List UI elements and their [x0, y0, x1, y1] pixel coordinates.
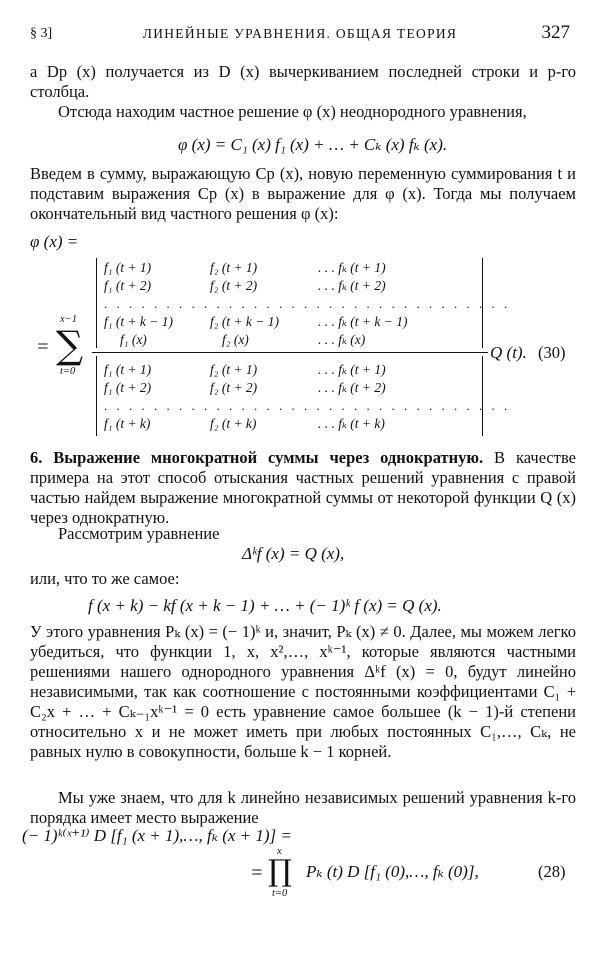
num-cell: f₁ (t + 1) — [104, 260, 152, 275]
equation-number-30: (30) — [538, 343, 566, 362]
num-cell: f₁ (t + k − 1) — [104, 314, 174, 329]
page-number: 327 — [541, 22, 570, 43]
running-header — [30, 22, 570, 44]
equation-number-28: (28) — [538, 862, 566, 881]
num-cell: . . . fₖ (t + k − 1) — [318, 314, 408, 329]
paragraph-1: а Dp (x) получается из D (x) вычеркиванием последней строки и p-го столбца. — [30, 62, 576, 101]
paragraph-3: Введем в сумму, выражающую Cp (x), новую переменную суммирования t и подставим выражения Cp (x) в выражение для φ (x). Тогда мы получаем окончательный вид частного решения φ (x): — [30, 164, 576, 223]
section-6-text: В качестве примера на этот способ отыскания частных решений уравнения с правой частью найдем выражение многократной суммы от некоторой функции Q (x) через однократную. — [30, 448, 576, 527]
den-cell: f₂ (t + 2) — [210, 380, 258, 395]
formula-delta-k: Δᵏf (x) = Q (x), — [242, 544, 345, 563]
formula-phi-sum: φ (x) = C₁ (x) f₁ (x) + … + Cₖ (x) fₖ (x). — [178, 135, 448, 154]
sum-symbol: ∑ — [56, 323, 84, 367]
num-cell: f₁ (t + 2) — [104, 278, 152, 293]
den-dots-row: . . . . . . . . . . . . . . . . . . . . . . . . . . . . . . . . . — [104, 398, 511, 413]
paragraph-7: Мы уже знаем, что для k линейно независимых решений уравнения k-го порядка имеет место выражение — [30, 788, 576, 827]
paragraph-6: У этого уравнения Pₖ (x) = (− 1)ᵏ и, значит, Pₖ (x) ≠ 0. Далее, мы можем легко убедиться, что функции 1, x, x²,…, xᵏ⁻¹, которые являются частными решениями нашего однородного уравнения Δᵏf (x) = 0, будут линейно независимыми, так как соотношение с постоянными коэффициентами C₁ + C₂x + … + Cₖ₋₁xᵏ⁻¹ = 0 есть уравнение самое большее (k − 1)-й степени относительно x и не может иметь при любых постоянных C₁,…, Cₖ, не равных нулю в совокупности, больше k − 1 корней. — [30, 622, 576, 761]
equals-sign: = — [36, 336, 50, 358]
formula-difference-equation: f (x + k) − kf (x + k − 1) + … + (− 1)ᵏ f (x) = Q (x). — [88, 596, 442, 615]
section-mark: § 3] — [30, 26, 53, 41]
num-dots-row: . . . . . . . . . . . . . . . . . . . . . . . . . . . . . . . . . — [104, 296, 511, 311]
denominator-right-bar — [482, 356, 483, 436]
paragraph-5: или, что то же самое: — [30, 569, 180, 588]
phi-equals: φ (x) = — [30, 232, 79, 251]
sum-upper-limit: x−1 — [60, 314, 77, 325]
den-cell: f₁ (t + 1) — [104, 362, 152, 377]
num-cell: f₂ (t + k − 1) — [210, 314, 280, 329]
num-cell: . . . fₖ (t + 2) — [318, 278, 386, 293]
den-cell: f₁ (t + 2) — [104, 380, 152, 395]
sum-lower-limit: t=0 — [60, 366, 76, 377]
prod-upper-limit: x — [277, 846, 282, 857]
prod-body: Pₖ (t) D [f₁ (0),…, fₖ (0)], — [306, 862, 479, 881]
denominator-left-bar — [96, 356, 97, 436]
den-cell: f₂ (t + 1) — [210, 362, 258, 377]
q-of-t: Q (t). — [490, 343, 527, 362]
num-cell: f₁ (x) — [120, 332, 147, 347]
product-symbol: ∏ — [268, 854, 292, 889]
den-cell: . . . fₖ (t + k) — [318, 416, 385, 431]
running-title: ЛИНЕЙНЫЕ УРАВНЕНИЯ. ОБЩАЯ ТЕОРИЯ — [142, 26, 458, 41]
num-cell: . . . fₖ (x) — [318, 332, 366, 347]
den-cell: f₂ (t + k) — [210, 416, 257, 431]
den-cell: . . . fₖ (t + 2) — [318, 380, 386, 395]
den-cell: . . . fₖ (t + 1) — [318, 362, 386, 377]
fraction-line — [92, 352, 488, 353]
paragraph-4: Рассмотрим уравнение — [58, 524, 220, 543]
num-cell: f₂ (t + 1) — [210, 260, 258, 275]
prod-lower-limit: t=0 — [272, 888, 288, 899]
section-6-title: 6. Выражение многократной суммы через однократную. — [30, 448, 484, 467]
paragraph-2: Отсюда находим частное решение φ (x) неоднородного уравнения, — [58, 102, 527, 121]
num-cell: . . . fₖ (t + 1) — [318, 260, 386, 275]
prod-equals: = — [250, 862, 264, 884]
section-6-paragraph — [30, 448, 576, 528]
num-cell: f₂ (t + 2) — [210, 278, 258, 293]
numerator-left-bar — [96, 258, 97, 348]
formula-28-lhs: (− 1)ᵏ⁽ˣ⁺¹⁾ D [f₁ (x + 1),…, fₖ (x + 1)] = — [22, 826, 292, 845]
den-cell: f₁ (t + k) — [104, 416, 151, 431]
num-cell: f₂ (x) — [222, 332, 249, 347]
